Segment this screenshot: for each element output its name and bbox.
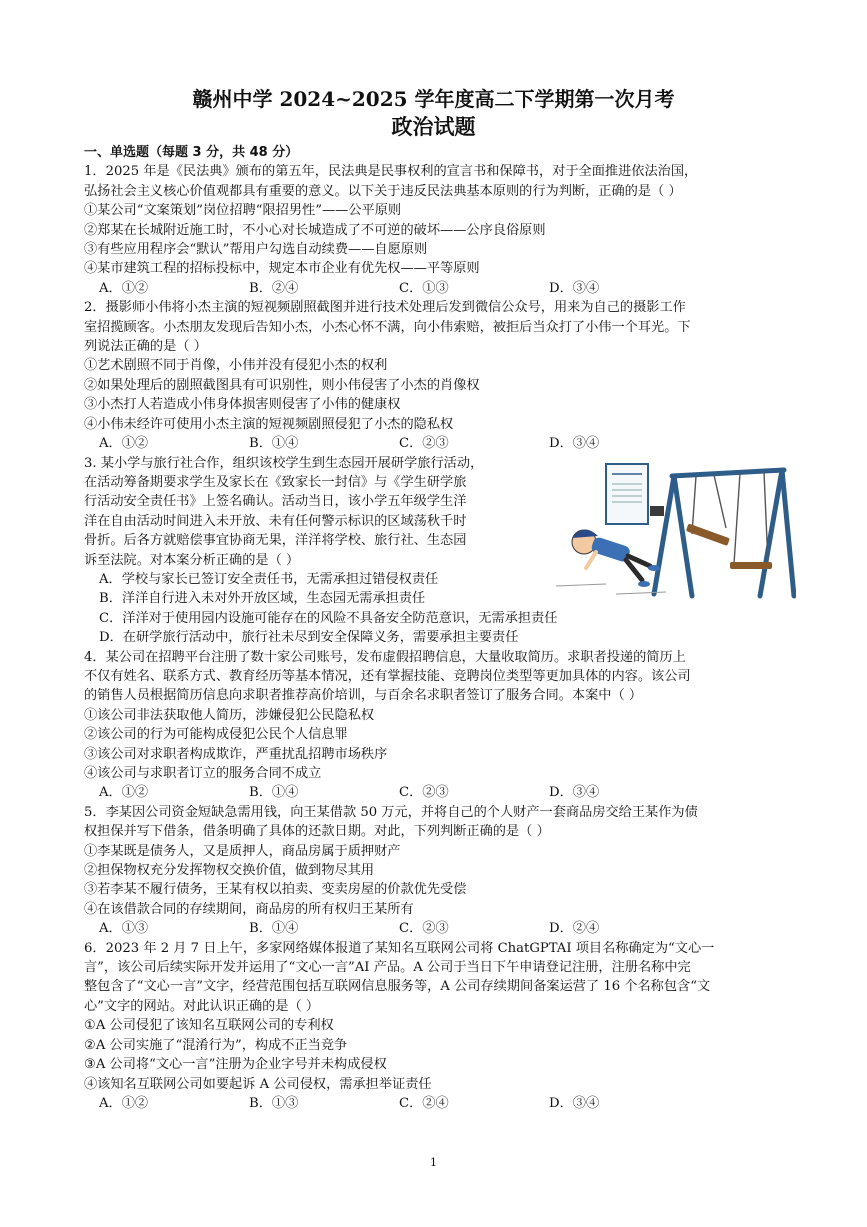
question-stem-line: 不仅有姓名、联系方式、教育经历等基本情况，还有掌握技能、竞聘岗位类型等更加具体的内容。该公司	[84, 668, 691, 684]
option-d[interactable]: D．③④	[549, 280, 600, 296]
falling-child-icon	[572, 529, 660, 587]
statement-item: ③若李某不履行债务，王某有权以拍卖、变卖房屋的价款优先受偿	[84, 882, 467, 898]
option-a[interactable]: A．①②	[99, 436, 149, 452]
statement-item: ③小杰打人若造成小伟身体损害则侵害了小伟的健康权	[84, 397, 401, 413]
question-stem-line: 洋在自由活动时间进入未开放、未有任何警示标识的区域荡秋千时	[84, 513, 467, 529]
option-c[interactable]: C．②③	[399, 921, 449, 937]
question-3	[84, 454, 796, 648]
statement-item: ②郑某在长城附近施工时，不小心对长城造成了不可逆的破坏——公序良俗原则	[84, 222, 546, 238]
statement-item: ①该公司非法获取他人简历，涉嫌侵犯公民隐私权	[84, 707, 375, 723]
exam-subject-title: 政治试题	[391, 114, 476, 139]
option-b[interactable]: B．②④	[249, 280, 299, 296]
question-stem-line: 心”文字的网站。对此认识正确的是（ ）	[84, 998, 320, 1014]
question-1	[84, 162, 796, 298]
option-d[interactable]: D．在研学旅行活动中，旅行社未尽到安全保障义务，需要承担主要责任	[99, 630, 519, 646]
section-heading: 一、单选题（每题 3 分，共 48 分）	[84, 145, 299, 160]
statement-item: ①艺术剧照不同于肖像，小伟并没有侵犯小杰的权利	[84, 358, 388, 374]
option-b[interactable]: B．①④	[249, 436, 299, 452]
question-stem-line: 2．摄影师小伟将小杰主演的短视频剧照截图并进行技术处理后发到微信公众号，用来为自己的摄影工作	[84, 300, 686, 316]
answer-options	[84, 1094, 796, 1113]
question-stem-line: 权担保并写下借条，借条明确了具体的还款日期。对此，下列判断正确的是（ ）	[84, 824, 550, 840]
page-number: 1	[430, 1156, 437, 1169]
swing-seat-icon	[730, 562, 772, 569]
statement-item: ④小伟未经许可使用小杰主演的短视频剧照侵犯了小杰的隐私权	[84, 416, 454, 432]
swing-illustration-svg	[546, 456, 796, 606]
answer-options	[84, 783, 796, 802]
answer-options	[84, 279, 796, 298]
option-b[interactable]: B．洋洋自行进入未对外开放区域，生态园无需承担责任	[99, 591, 426, 607]
option-b[interactable]: B．①③	[249, 1095, 299, 1111]
question-6	[84, 939, 796, 1114]
option-c[interactable]: C．①③	[399, 280, 449, 296]
option-a[interactable]: A．①②	[99, 280, 149, 296]
statement-item: ③该公司对求职者构成欺诈，严重扰乱招聘市场秩序	[84, 746, 388, 762]
question-stem-line: 在活动筹备期要求学生及家长在《致家长一封信》与《学生研学旅	[84, 474, 467, 490]
question-stem-line: 1．2025 年是《民法典》颁布的第五年，民法典是民事权利的宣言书和保障书，对于全面推进依法治国，	[84, 164, 698, 180]
option-c[interactable]: C．洋洋对于使用园内设施可能存在的风险不具备安全防范意识，无需承担责任	[99, 610, 558, 626]
statement-item: ②该公司的行为可能构成侵犯公民个人信息罪	[84, 727, 348, 743]
option-a[interactable]: A．学校与家长已签订安全责任书，无需承担过错侵权责任	[99, 571, 439, 587]
question-3-body	[84, 454, 796, 609]
option-a[interactable]: A．①②	[99, 785, 149, 801]
question-stem-line: 行活动安全责任书》上签名确认。活动当日，该小学五年级学生洋	[84, 494, 467, 510]
ground-icon	[556, 584, 666, 594]
question-stem-line: 室招揽顾客。小杰朋友发现后告知小杰，小杰心怀不满，向小伟索赔，被拒后当众打了小伟一个耳光。下	[84, 319, 691, 335]
question-stem-line: 整包含了“文心一言”文字，经营范围包括互联网信息服务等，A 公司存续期间备案运营了 16 个名称包含“文	[84, 979, 711, 995]
statement-item: ①A 公司侵犯了该知名互联网公司的专利权	[84, 1018, 334, 1034]
question-stem-line: 3. 某小学与旅行社合作，组织该校学生到生态园开展研学旅行活动，	[84, 455, 484, 471]
statement-item: ④某市建筑工程的招标投标中，规定本市企业有优先权——平等原则	[84, 261, 480, 277]
option-c[interactable]: C．②③	[399, 436, 449, 452]
option-a[interactable]: A．①③	[99, 921, 149, 937]
question-stem-line: 弘扬社会主义核心价值观都具有重要的意义。以下关于违反民法典基本原则的行为判断，正确的是（ ）	[84, 183, 682, 199]
option-d[interactable]: D．③④	[549, 436, 600, 452]
statement-item: ③有些应用程序会“默认”帮用户勾选自动续费——自愿原则	[84, 242, 428, 258]
statement-item: ①李某既是债务人，又是质押人，商品房属于质押财产	[84, 843, 401, 859]
option-b[interactable]: B．①④	[249, 921, 299, 937]
question-3-text	[84, 454, 542, 609]
question-stem-line: 诉至法院。对本案分析正确的是（ ）	[84, 552, 300, 568]
answer-options	[84, 434, 796, 453]
statement-item: ②如果处理后的剧照截图具有可识别性，则小伟侵害了小杰的肖像权	[84, 377, 480, 393]
statement-item: ④该知名互联网公司如要起诉 A 公司侵权，需承担举证责任	[84, 1076, 432, 1092]
statement-item: ②担保物权充分发挥物权交换价值，做到物尽其用	[84, 863, 375, 879]
question-4	[84, 648, 796, 803]
swing-accident-illustration	[546, 456, 796, 606]
answer-options	[84, 919, 796, 938]
question-stem-line: 的销售人员根据简历信息向求职者推荐高价培训，与百余名求职者签订了服务合同。本案中（ ）	[84, 688, 643, 704]
statement-item: ④该公司与求职者订立的服务合同不成立	[84, 766, 322, 781]
swing-seat-icon	[686, 523, 730, 546]
swing-chain-icon	[692, 472, 768, 564]
statement-item: ④在该借款合同的存续期间，商品房的所有权归王某所有	[84, 901, 414, 917]
question-5	[84, 803, 796, 939]
statement-item: ①某公司“文案策划”岗位招聘“限招男性”——公平原则	[84, 203, 402, 219]
question-stem-line: 骨折。后各方就赔偿事宜协商无果，洋洋将学校、旅行社、生态园	[84, 533, 467, 549]
exam-title: 赣州中学 2024~2025 学年度高二下学期第一次月考	[192, 87, 675, 111]
question-stem-line: 5．李某因公司资金短缺急需用钱，向王某借款 50 万元，并将自己的个人财产一套商品房交给王某作为债	[84, 804, 698, 820]
option-b[interactable]: B．①④	[249, 785, 299, 801]
option-c[interactable]: C．②④	[399, 1095, 449, 1111]
notice-sign-icon	[606, 464, 664, 524]
option-d[interactable]: D．③④	[549, 1095, 600, 1111]
option-c[interactable]: C．②③	[399, 785, 449, 801]
question-2	[84, 298, 796, 453]
option-a[interactable]: A．①②	[99, 1095, 149, 1111]
option-d[interactable]: D．②④	[549, 921, 600, 937]
swing-frame-icon	[654, 470, 794, 596]
question-stem-line: 6．2023 年 2 月 7 日上午，多家网络媒体报道了某知名互联网公司将 ChatGPTAI 项目名称确定为“文心一	[84, 940, 715, 956]
question-stem-line: 4．某公司在招聘平台注册了数十家公司账号，发布虚假招聘信息，大量收取简历。求职者投递的简历上	[84, 649, 686, 665]
statement-item: ③A 公司将“文心一言”注册为企业字号并未构成侵权	[84, 1057, 387, 1073]
option-d[interactable]: D．③④	[549, 785, 600, 801]
question-stem-line: 列说法正确的是（ ）	[84, 339, 207, 355]
statement-item: ②A 公司实施了“混淆行为”，构成不正当竞争	[84, 1037, 348, 1053]
exam-content	[84, 143, 796, 1113]
question-stem-line: 言”，该公司后续实际开发并运用了“文心一言”AI 产品。A 公司于当日下午申请登记注册，注册名称中完	[84, 960, 691, 976]
